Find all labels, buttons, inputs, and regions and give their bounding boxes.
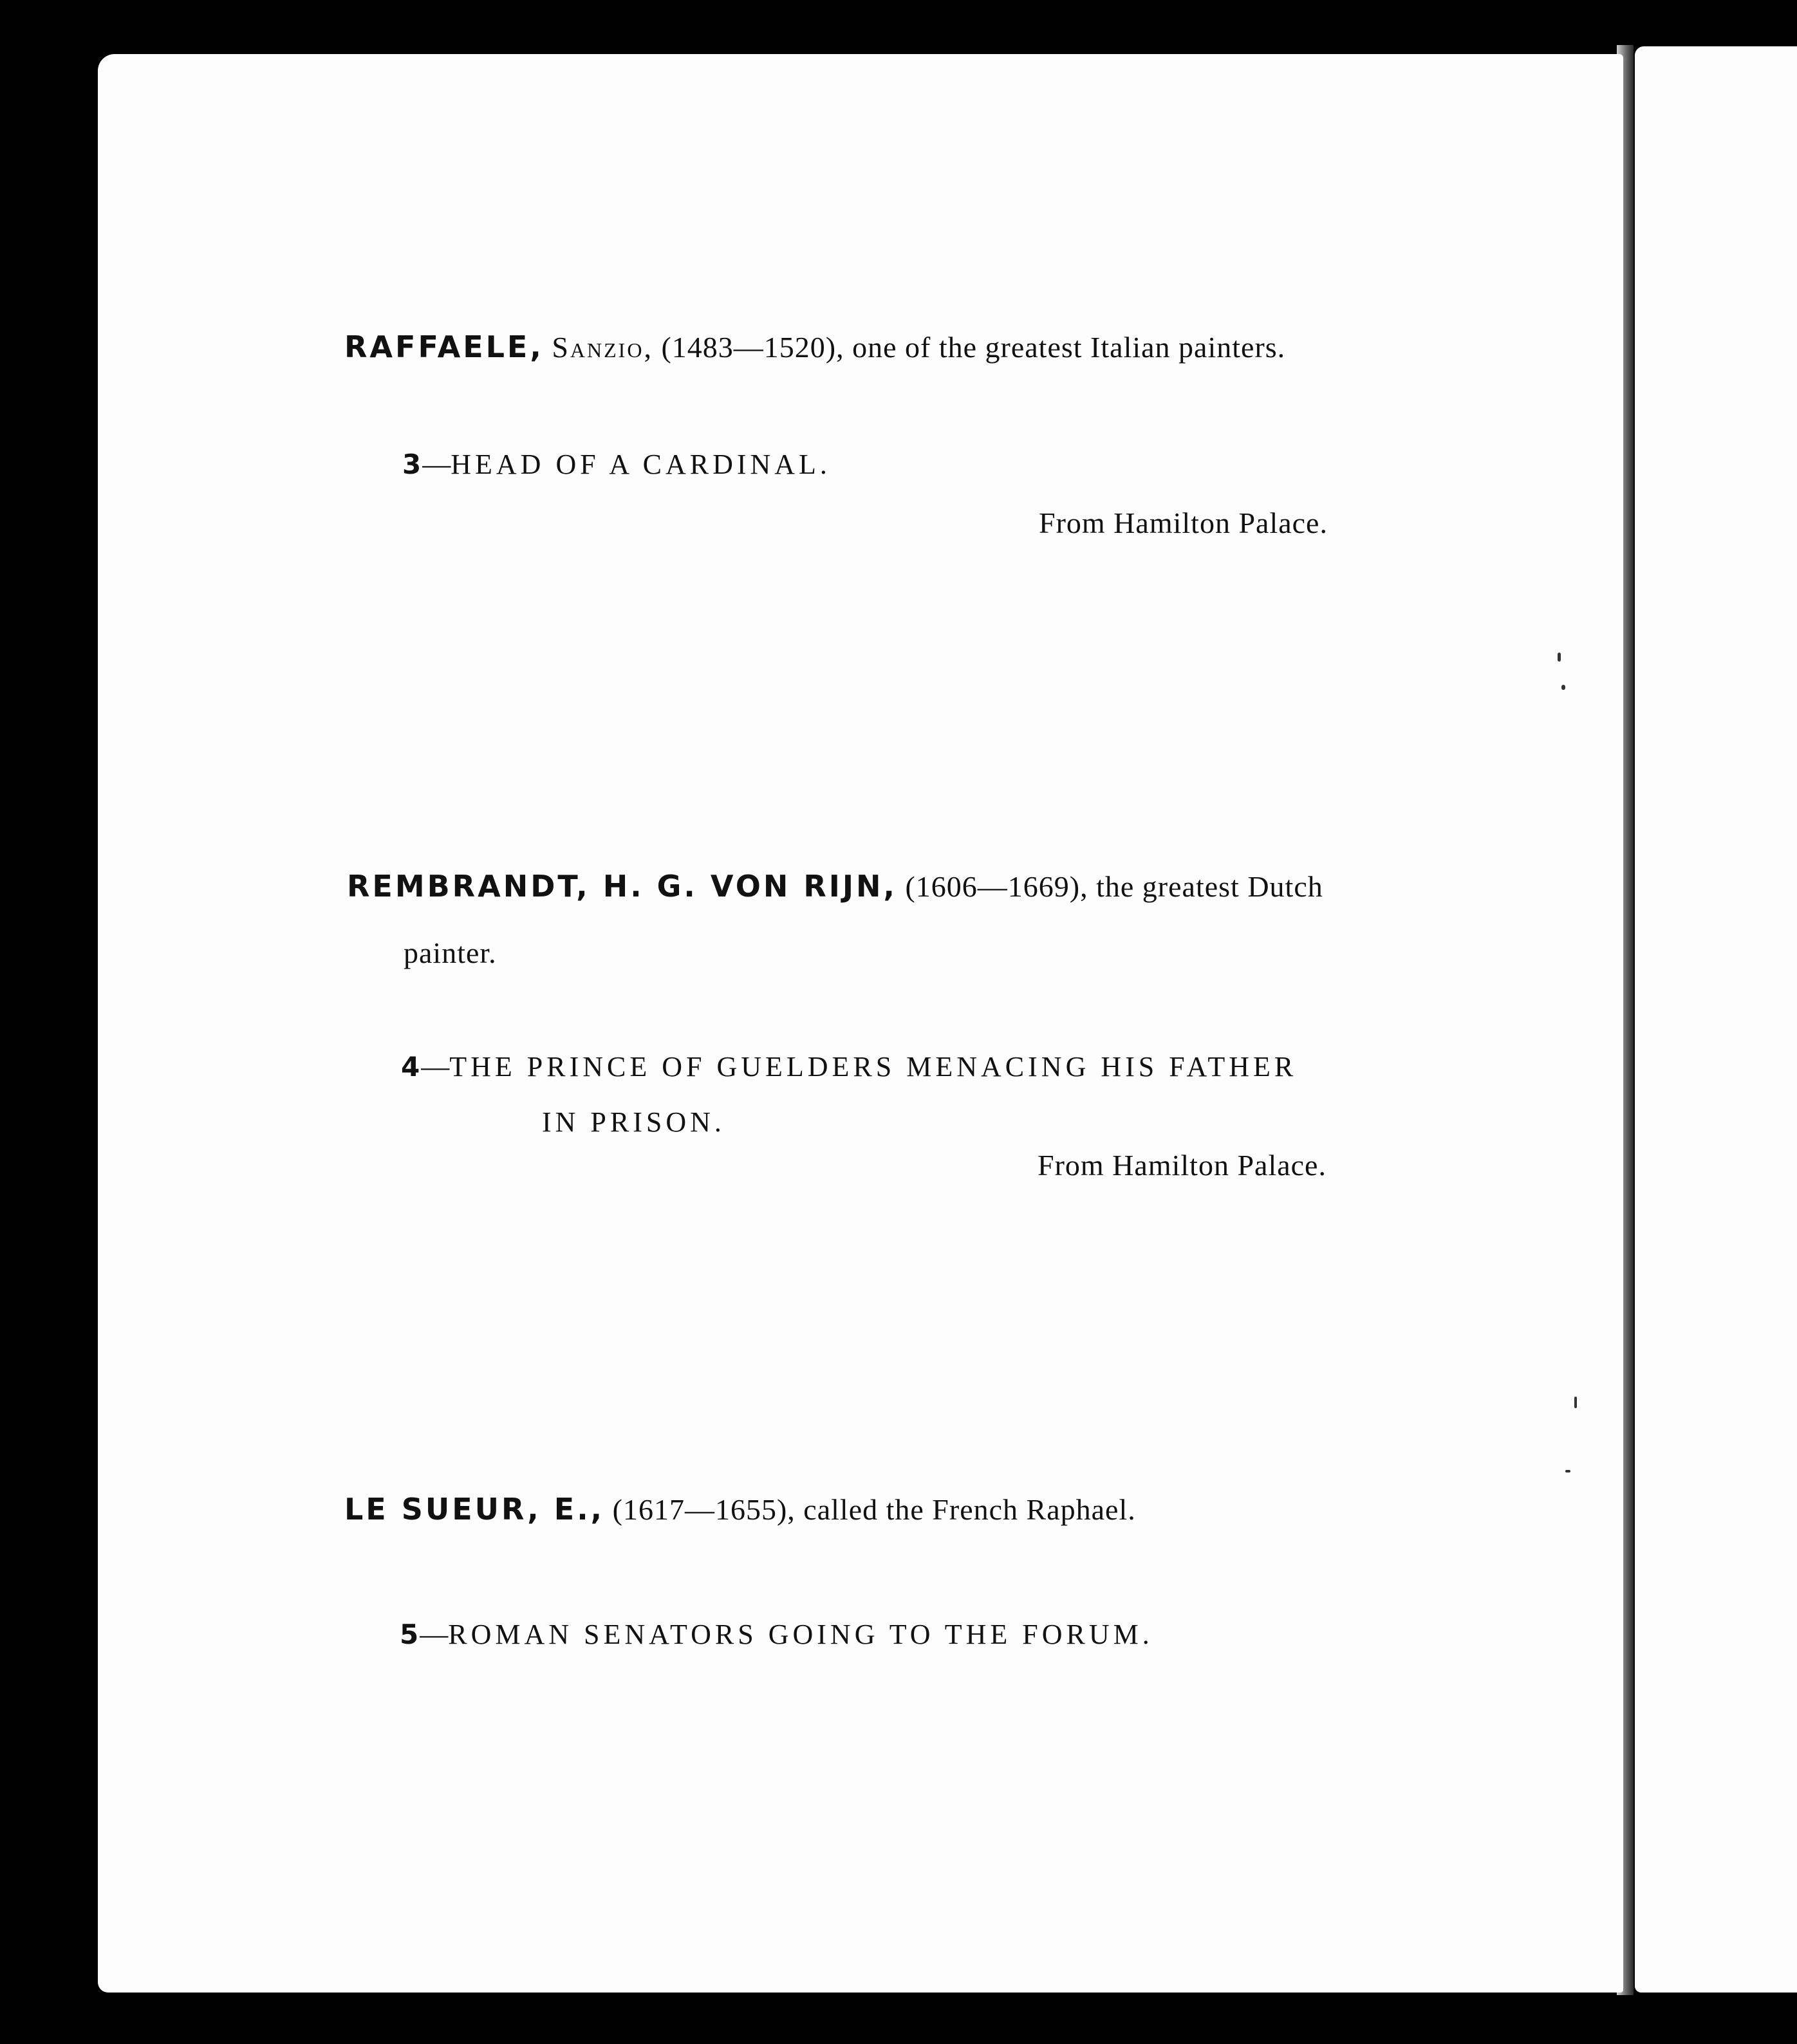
- work-number: 3: [402, 449, 423, 480]
- work-separator: —: [422, 449, 451, 480]
- stitch-mark: [1565, 1470, 1570, 1473]
- work-title: ROMAN SENATORS GOING TO THE FORUM.: [448, 1619, 1153, 1650]
- catalogue-page: [98, 54, 1623, 1993]
- work-item-4: [401, 1050, 1297, 1083]
- work-title: THE PRINCE OF GUELDERS MENACING HIS FATHER: [449, 1051, 1298, 1082]
- provenance-note: From Hamilton Palace.: [1038, 1149, 1327, 1182]
- facing-page-edge: [1635, 46, 1797, 1993]
- work-number: 4: [401, 1051, 422, 1082]
- artist-name: RAFFAELE,: [344, 330, 544, 364]
- artist-name: LE SUEUR, E.,: [344, 1492, 605, 1527]
- work-title-continued: IN PRISON.: [542, 1106, 725, 1138]
- entry-rembrandt-heading: [347, 869, 1323, 904]
- provenance-note: From Hamilton Palace.: [1039, 506, 1328, 539]
- artist-details: (1617—1655), called the French Raphael.: [612, 1493, 1136, 1526]
- artist-details: (1606—1669), the greatest Dutch: [905, 870, 1323, 903]
- work-separator: —: [420, 1619, 449, 1650]
- artist-name: REMBRANDT, H. G. VON RIJN,: [347, 869, 897, 904]
- stitch-mark: [1561, 685, 1565, 690]
- entry-raffaele-heading: [344, 330, 1285, 364]
- work-separator: —: [421, 1051, 450, 1082]
- work-number: 5: [400, 1619, 420, 1650]
- work-item-3: [402, 448, 831, 481]
- entry-le-sueur-heading: [344, 1492, 1136, 1527]
- artist-details: (1483—1520), one of the greatest Italian painters.: [661, 331, 1286, 364]
- work-item-5: [400, 1618, 1153, 1651]
- stitch-mark: [1558, 653, 1561, 662]
- artist-name-extra: Sanzio,: [552, 331, 653, 364]
- stitch-mark: [1574, 1397, 1577, 1408]
- artist-details-continued: painter.: [404, 936, 497, 969]
- work-title: HEAD OF A CARDINAL.: [451, 449, 831, 480]
